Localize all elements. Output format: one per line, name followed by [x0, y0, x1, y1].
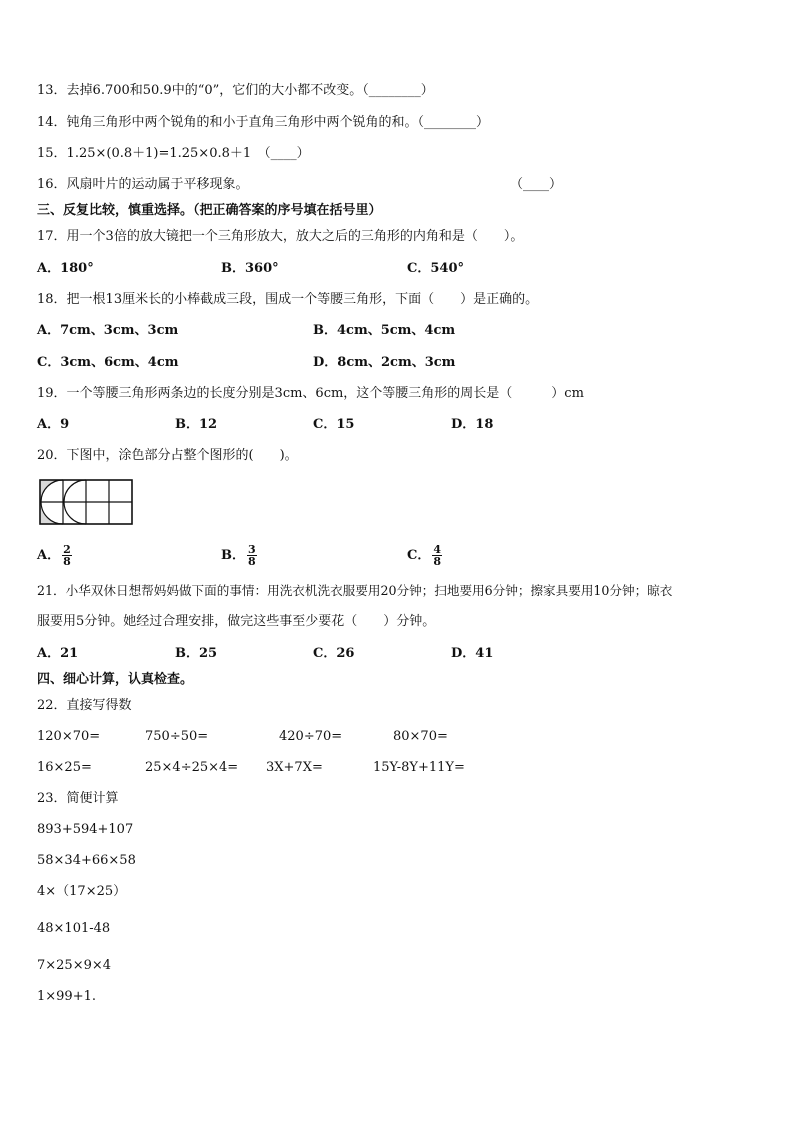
q20-option-b-label: B． [221, 548, 245, 563]
section-4-heading: 四、细心计算，认真检查。 [37, 672, 194, 687]
section-3-heading: 三、反复比较，慎重选择。（把正确答案的序号填在括号里） [37, 203, 382, 218]
question-13: 13．去掉6.700和50.9中的“0”，它们的大小都不改变。（________） [37, 83, 434, 98]
q18-option-b: B．4cm、5cm、4cm [313, 323, 456, 338]
question-16: 16．风扇叶片的运动属于平移现象。 [37, 177, 249, 192]
question-14: 14．钝角三角形中两个锐角的和小于直角三角形中两个锐角的和。（________） [37, 115, 490, 130]
q17-option-b: B．360° [221, 261, 279, 276]
q23-item: 893+594+107 [37, 822, 134, 837]
q21-option-d: D．41 [451, 646, 494, 661]
q17-option-a: A．180° [37, 261, 94, 276]
q22-expr: 80×70= [393, 729, 448, 744]
question-18-stem: 18．把一根13厘米长的小棒截成三段，围成一个等腰三角形，下面（ ）是正确的。 [37, 292, 539, 307]
q20-option-b [221, 544, 257, 567]
fraction-numerator: 2 [63, 543, 71, 556]
q23-item: 4×（17×25） [37, 884, 127, 899]
question-21-stem-line1: 21．小华双休日想帮妈妈做下面的事情：用洗衣机洗衣服要用20分钟；扫地要用6分钟；擦家具要用10分钟；晾衣 [37, 583, 673, 598]
q19-option-a: A．9 [37, 417, 70, 432]
question-22-title: 22．直接写得数 [37, 698, 132, 713]
q23-item: 48×101-48 [37, 921, 111, 936]
fraction-numerator: 4 [433, 543, 442, 556]
q19-option-c: C．15 [313, 417, 355, 432]
q18-option-a: A．7cm、3cm、3cm [37, 323, 179, 338]
question-19-stem: 19．一个等腰三角形两条边的长度分别是3cm、6cm，这个等腰三角形的周长是（ ）cm [37, 386, 584, 401]
question-20-stem: 20．下图中，涂色部分占整个图形的( )。 [37, 448, 298, 463]
q22-expr: 120×70= [37, 729, 101, 744]
question-23-title: 23．简便计算 [37, 791, 119, 806]
q20-option-a [37, 544, 72, 567]
q17-option-c: C．540° [407, 261, 464, 276]
q20-option-a-label: A． [37, 548, 61, 563]
q22-expr: 3X+7X= [266, 760, 323, 775]
q19-option-b: B．12 [175, 417, 218, 432]
q21-option-c: C．26 [313, 646, 355, 661]
fraction-denominator: 8 [248, 555, 256, 568]
q21-option-a: A．21 [37, 646, 79, 661]
fraction-numerator: 3 [248, 543, 256, 556]
q19-option-d: D．18 [451, 417, 494, 432]
question-15: 15．1.25×(0.8＋1)=1.25×0.8＋1 （____） [37, 146, 310, 161]
fraction-denominator: 8 [63, 555, 71, 568]
fraction-denominator: 8 [433, 555, 442, 568]
q23-item: 58×34+66×58 [37, 853, 136, 868]
q18-option-d: D．8cm、2cm、3cm [313, 355, 456, 370]
q22-expr: 25×4÷25×4= [145, 760, 239, 775]
q18-option-c: C．3cm、6cm、4cm [37, 355, 179, 370]
q22-expr: 15Y-8Y+11Y= [373, 760, 465, 775]
fraction [62, 544, 72, 567]
q20-option-c [407, 544, 442, 567]
question-17-stem: 17．用一个3倍的放大镜把一个三角形放大，放大之后的三角形的内角和是（ ）。 [37, 229, 524, 244]
q23-item: 7×25×9×4 [37, 958, 112, 973]
q22-expr: 750÷50= [145, 729, 209, 744]
fraction [432, 544, 442, 567]
q20-figure [39, 479, 134, 525]
q22-expr: 420÷70= [279, 729, 343, 744]
q22-expr: 16×25= [37, 760, 92, 775]
question-16-blank: （____） [510, 177, 563, 192]
fraction [247, 544, 257, 567]
q21-option-b: B．25 [175, 646, 218, 661]
question-21-stem-line2: 服要用5分钟。她经过合理安排，做完这些事至少要花（ ）分钟。 [37, 614, 436, 629]
q23-item: 1×99+1. [37, 989, 97, 1004]
q20-option-c-label: C． [407, 548, 431, 563]
